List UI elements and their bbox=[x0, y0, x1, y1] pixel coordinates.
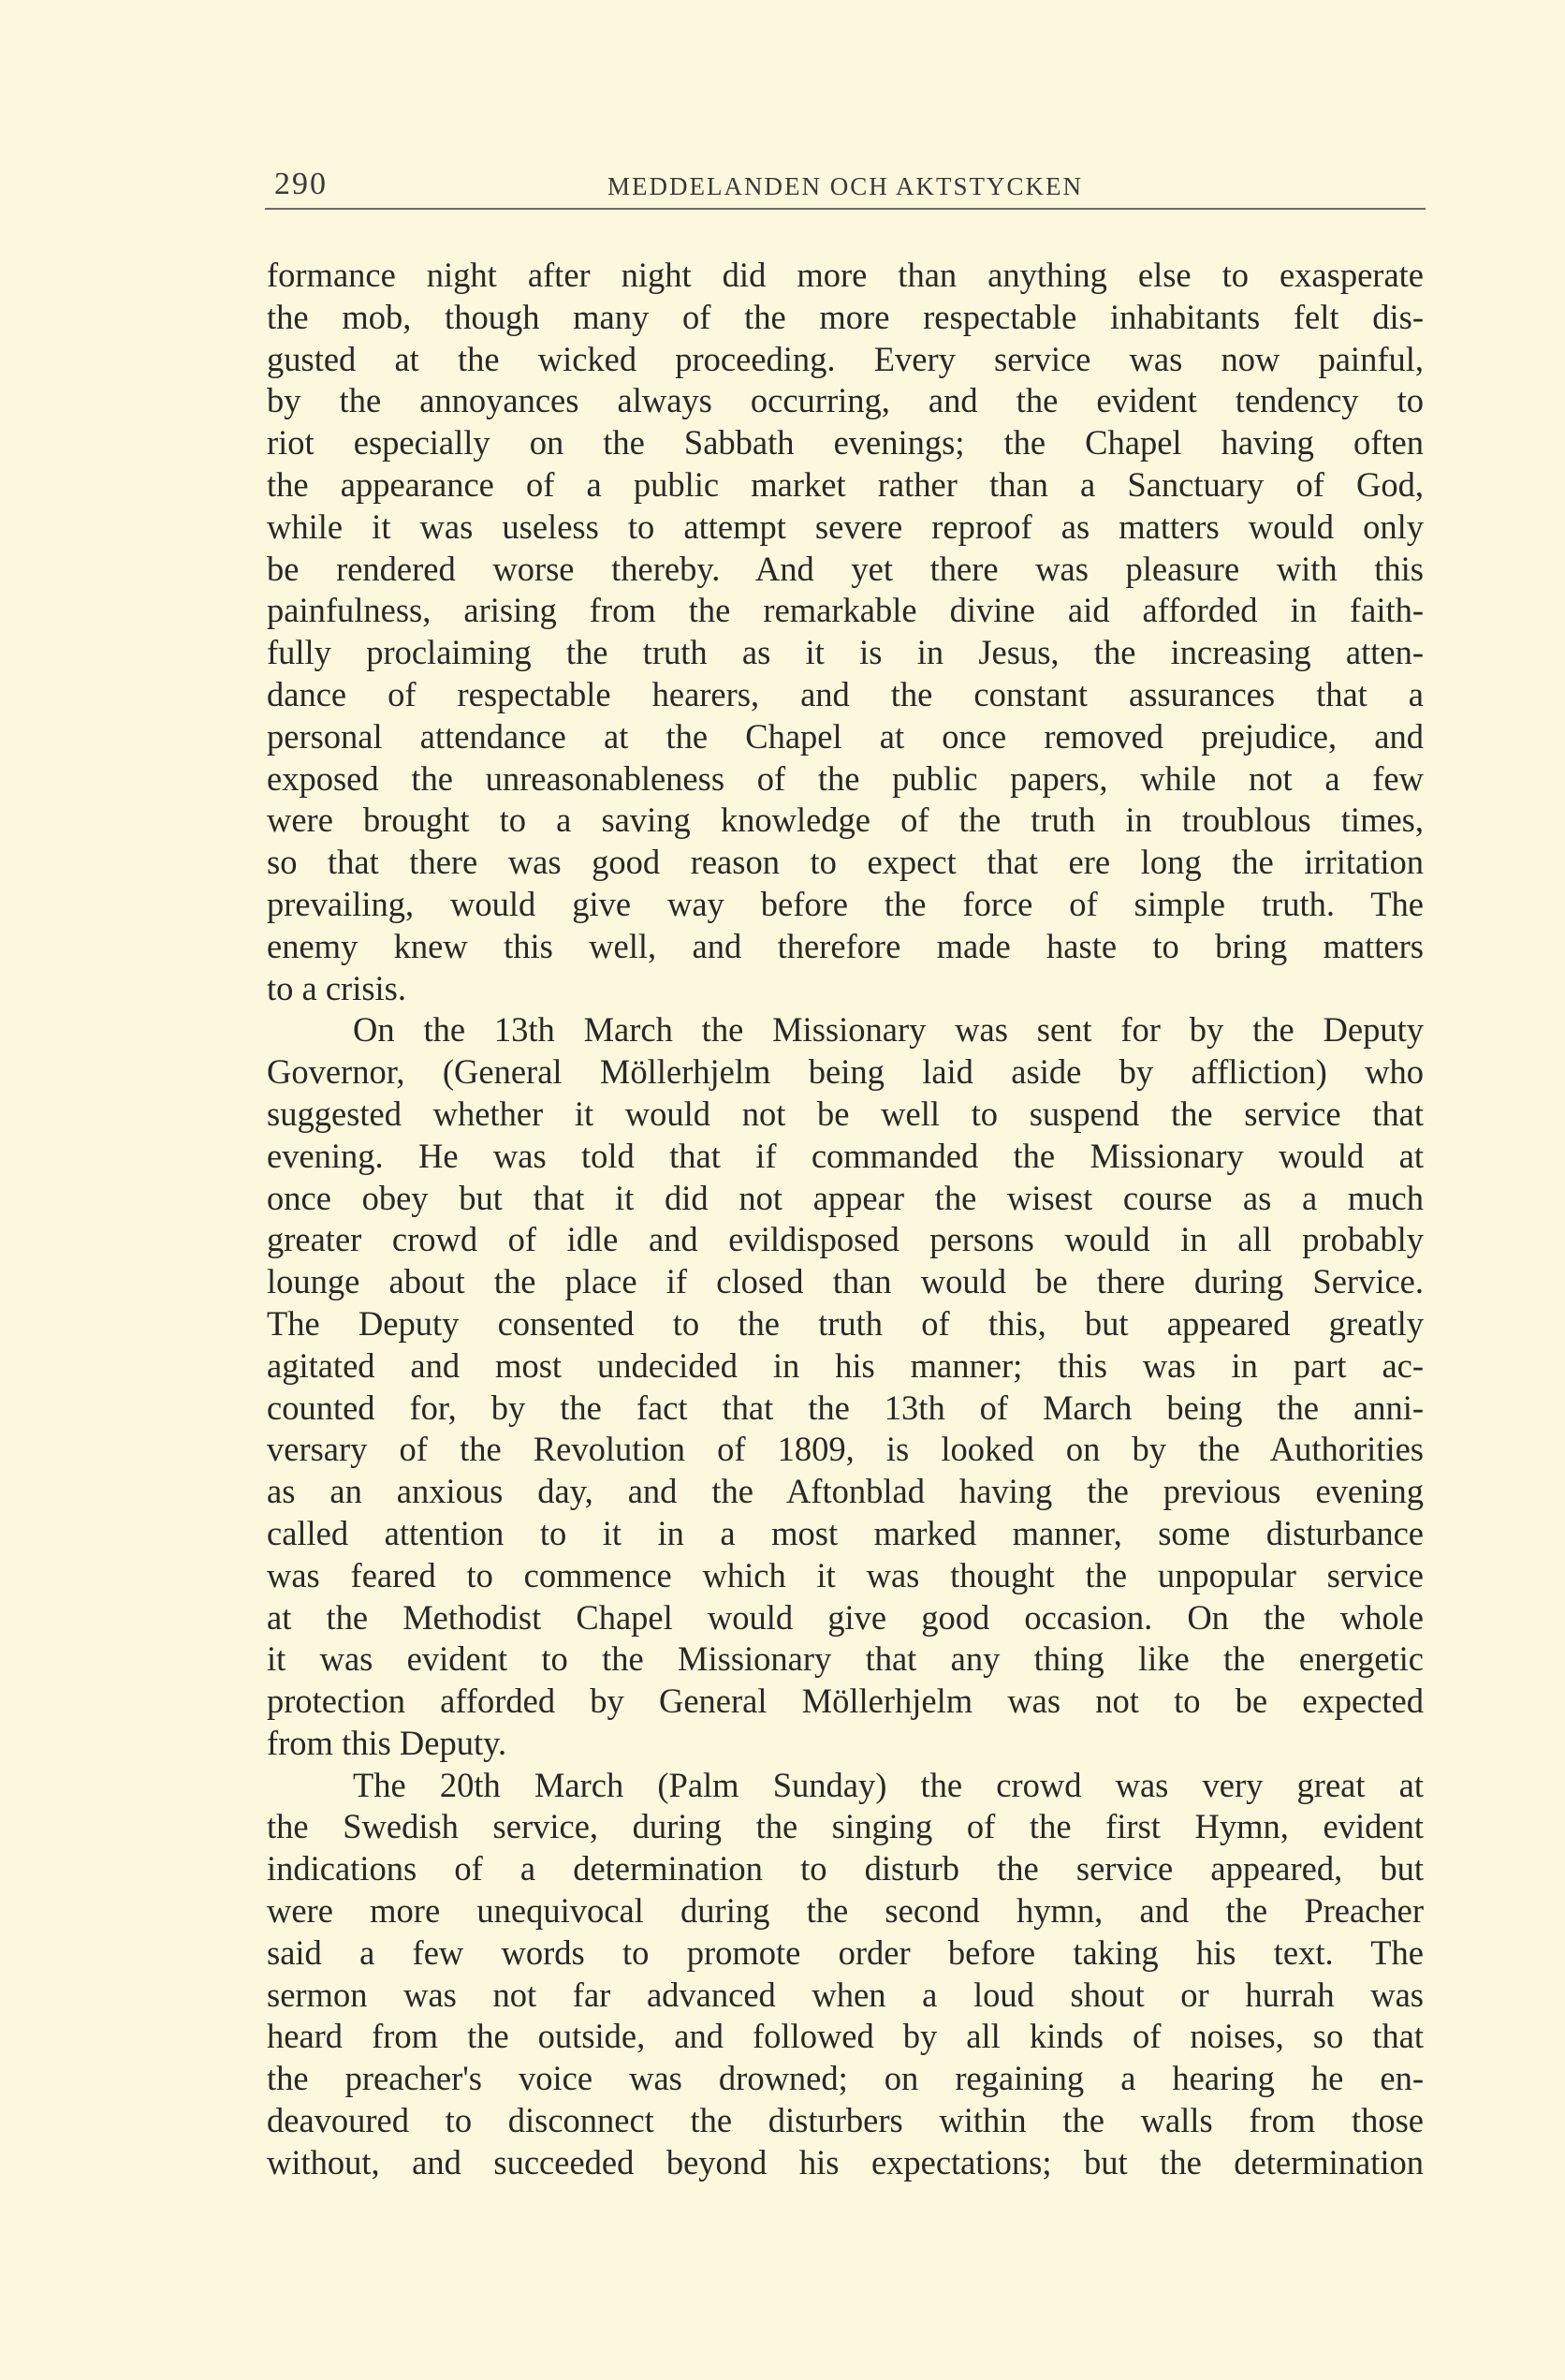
text-line: exposed the unreasonableness of the public papers, while not a few bbox=[267, 758, 1424, 798]
text-line: dance of respectable hearers, and the constant assurances that a bbox=[267, 674, 1424, 713]
text-line: painfulness, arising from the remarkable divine aid afforded in faith- bbox=[267, 591, 1424, 630]
text-line: enemy knew this well, and therefore made haste to bring matters bbox=[267, 926, 1424, 965]
running-title: MEDDELANDEN OCH AKTSTYCKEN bbox=[607, 172, 1083, 200]
paragraph-end-line: to a crisis. bbox=[267, 968, 407, 1007]
text-line: evening. He was told that if commanded the Missionary would at bbox=[267, 1136, 1424, 1175]
text-line: was feared to commence which it was thought the unpopular service bbox=[267, 1555, 1424, 1594]
text-line: formance night after night did more than anything else to exasperate bbox=[267, 256, 1424, 294]
paragraph-first-line: On the 13th March the Missionary was sent for by the Deputy bbox=[353, 1010, 1424, 1050]
text-line: counted for, by the fact that the 13th of March being the anni- bbox=[267, 1388, 1424, 1427]
text-line: were more unequivocal during the second hymn, and the Preacher bbox=[267, 1891, 1424, 1931]
text-line: prevailing, would give way before the force of simple truth. The bbox=[267, 884, 1424, 923]
text-line: were brought to a saving knowledge of the truth in troublous times, bbox=[267, 801, 1424, 840]
text-line: greater crowd of idle and evildisposed persons would in all probably bbox=[267, 1220, 1424, 1259]
text-line: fully proclaiming the truth as it is in Jesus, the increasing atten- bbox=[267, 633, 1424, 672]
body-text bbox=[267, 255, 1424, 2184]
text-line: so that there was good reason to expect that ere long the irritation bbox=[267, 843, 1424, 882]
text-line: deavoured to disconnect the disturbers within the walls from those bbox=[267, 2101, 1424, 2140]
text-line: it was evident to the Missionary that any thing like the energetic bbox=[267, 1639, 1424, 1679]
paragraph-first-line: The 20th March (Palm Sunday) the crowd was very great at bbox=[353, 1765, 1424, 1804]
text-line: once obey but that it did not appear the wisest course as a much bbox=[267, 1178, 1424, 1217]
text-line: heard from the outside, and followed by all kinds of noises, so that bbox=[267, 2017, 1424, 2056]
text-line: while it was useless to attempt severe reproof as matters would only bbox=[267, 507, 1424, 546]
page-number: 290 bbox=[274, 167, 328, 201]
text-line: called attention to it in a most marked manner, some disturbance bbox=[267, 1513, 1424, 1552]
text-line: the preacher's voice was drowned; on regaining a hearing he en- bbox=[267, 2059, 1424, 2098]
text-line: riot especially on the Sabbath evenings; the Chapel having often bbox=[267, 423, 1424, 463]
text-line: protection afforded by General Möllerhjelm was not to be expected bbox=[267, 1682, 1424, 1721]
text-line: agitated and most undecided in his manner; this was in part ac- bbox=[267, 1345, 1424, 1385]
text-line: lounge about the place if closed than would be there during Service. bbox=[267, 1262, 1424, 1301]
text-line: without, and succeeded beyond his expectations; but the determination bbox=[267, 2142, 1424, 2182]
text-line: The Deputy consented to the truth of this, but appeared greatly bbox=[267, 1303, 1424, 1343]
text-line: as an anxious day, and the Aftonblad having the previous evening bbox=[267, 1472, 1424, 1511]
text-line: said a few words to promote order before taking his text. The bbox=[267, 1932, 1424, 1972]
text-line: at the Methodist Chapel would give good occasion. On the whole bbox=[267, 1597, 1424, 1637]
text-line: versary of the Revolution of 1809, is looked on by the Authorities bbox=[267, 1430, 1424, 1469]
text-line: be rendered worse thereby. And yet there was pleasure with this bbox=[267, 549, 1424, 588]
text-line: Governor, (General Möllerhjelm being laid aside by affliction) who bbox=[267, 1052, 1424, 1092]
paragraph-end-line: from this Deputy. bbox=[267, 1723, 507, 1762]
text-line: sermon was not far advanced when a loud shout or hurrah was bbox=[267, 1975, 1424, 2014]
text-line: the Swedish service, during the singing of the first Hymn, evident bbox=[267, 1807, 1424, 1846]
text-line: indications of a determination to disturb the service appeared, but bbox=[267, 1849, 1424, 1888]
page-header bbox=[265, 167, 1426, 210]
text-line: the mob, though many of the more respectable inhabitants felt dis- bbox=[267, 297, 1424, 336]
text-line: by the annoyances always occurring, and the evident tendency to bbox=[267, 381, 1424, 420]
text-line: personal attendance at the Chapel at once removed prejudice, and bbox=[267, 716, 1424, 756]
text-line: gusted at the wicked proceeding. Every service was now painful, bbox=[267, 339, 1424, 378]
text-line: the appearance of a public market rather than a Sanctuary of God, bbox=[267, 464, 1424, 504]
text-line: suggested whether it would not be well to suspend the service that bbox=[267, 1094, 1424, 1133]
